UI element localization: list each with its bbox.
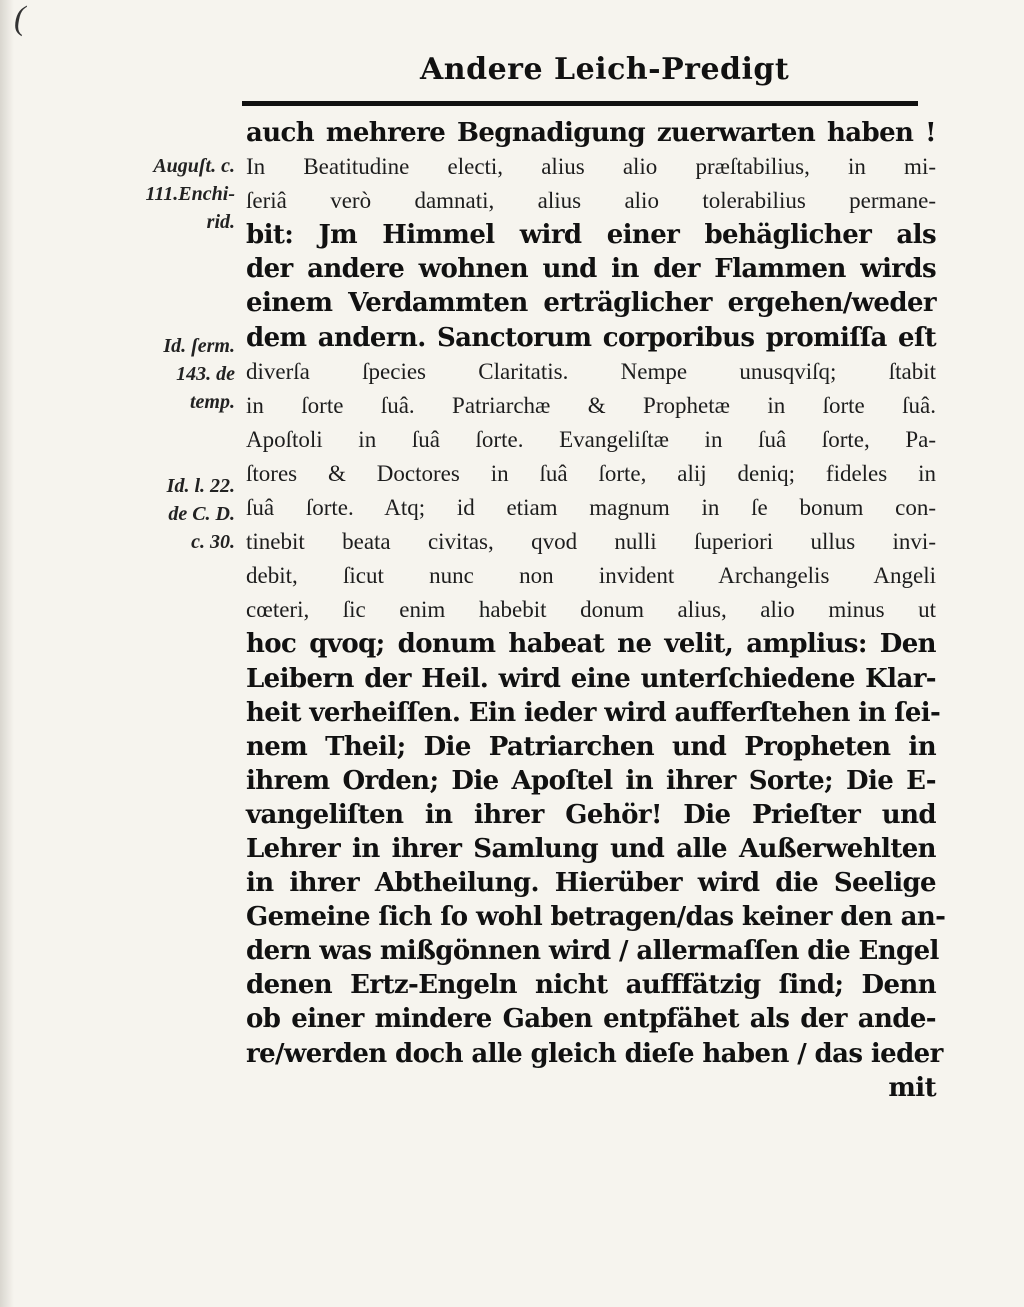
text-line: cœteri, ſic enim habebit donum alius, alio minus ut	[246, 597, 936, 623]
text-line: einem Verdammten erträglicher ergehen/weder	[246, 288, 936, 319]
margin-note-line: c. 30.	[191, 531, 235, 553]
text-line: tinebit beata civitas, qvod nulli ſuperiori ullus invi-	[246, 529, 936, 555]
text-line: ihrem Orden; Die Apoſtel in ihrer Sorte; Die E-	[246, 765, 936, 796]
margin-note-line: Id. ſerm.	[163, 335, 235, 357]
text-line: debit, ſicut nunc non invident Archangelis Angeli	[246, 563, 936, 589]
margin-note-line: Auguſt. c.	[153, 155, 235, 177]
text-line: ſeriâ verò damnati, alius alio tolerabilius permane-	[246, 188, 936, 214]
margin-note-line: de C. D.	[168, 503, 235, 525]
text-line: re/werden doch alle gleich dieſe haben / das ieder	[246, 1038, 943, 1069]
text-line: auch mehrere Begnadigung zuerwarten haben !	[246, 118, 936, 148]
margin-note-sermon-143	[105, 332, 235, 416]
text-line: ob einer mindere Gaben entpfähet als der ande-	[246, 1004, 936, 1035]
margin-note-line: 111.Enchi-	[145, 183, 235, 205]
text-line: ſuâ ſorte. Atq; id etiam magnum in ſe bonum con-	[246, 495, 936, 521]
text-line: in ihrer Abtheilung. Hierüber wird die Seelige	[246, 868, 936, 899]
running-head: Andere Leich-Predigt	[420, 52, 790, 87]
text-line: hoc qvoq; donum habeat ne velit, amplius: Den	[246, 629, 936, 660]
margin-note-line: temp.	[190, 391, 235, 413]
text-line: Lehrer in ihrer Samlung und alle Außerwehlten	[246, 833, 936, 864]
body-text	[246, 116, 946, 1105]
text-line: nem Theil; Die Patriarchen und Propheten in	[246, 731, 936, 762]
margin-note-line: rid.	[206, 211, 235, 233]
text-line: dern was mißgönnen wird / allermaſſen die Engel	[246, 936, 939, 967]
page-binding-edge	[0, 0, 14, 1307]
text-line: bit: Jm Himmel wird einer behäglicher als	[246, 220, 936, 251]
text-line: in ſorte ſuâ. Patriarchæ & Prophetæ in ſorte ſuâ.	[246, 392, 936, 418]
margin-note-augustine-enchiridion	[105, 152, 235, 236]
text-line: der andere wohnen und in der Flammen wirds	[246, 254, 936, 285]
margin-note-civitate-dei	[105, 472, 235, 556]
text-line: vangeliſten in ihrer Gehör! Die Prieſter und	[246, 799, 936, 830]
text-line: dem andern. Sanctorum corporibus promiſſa eſt	[246, 322, 936, 353]
text-line: heit verheiſſen. Ein ieder wird aufferſtehen in ſei-	[246, 697, 941, 728]
text-line: In Beatitudine electi, alius alio præſtabilius, in mi-	[246, 154, 936, 180]
text-line: mit	[888, 1072, 936, 1103]
margin-note-line: 143. de	[176, 363, 235, 385]
text-line: Gemeine ſich ſo wohl betragen/das keiner den an-	[246, 902, 946, 933]
text-line: denen Ertz-Engeln nicht aufffätzig ſind; Denn	[246, 970, 936, 1001]
text-line: Apoſtoli in ſuâ ſorte. Evangeliſtæ in ſuâ ſorte, Pa-	[246, 426, 936, 452]
text-line: diverſa ſpecies Claritatis. Nempe unusqviſq; ſtabit	[246, 358, 936, 384]
margin-note-line: Id. l. 22.	[166, 475, 235, 497]
text-line: Leibern der Heil. wird eine unterſchiedene Klar-	[246, 663, 936, 694]
header-rule	[242, 101, 918, 106]
text-line: ſtores & Doctores in ſuâ ſorte, alij deniq; fideles in	[246, 460, 936, 486]
corner-mark: (	[14, 0, 26, 37]
